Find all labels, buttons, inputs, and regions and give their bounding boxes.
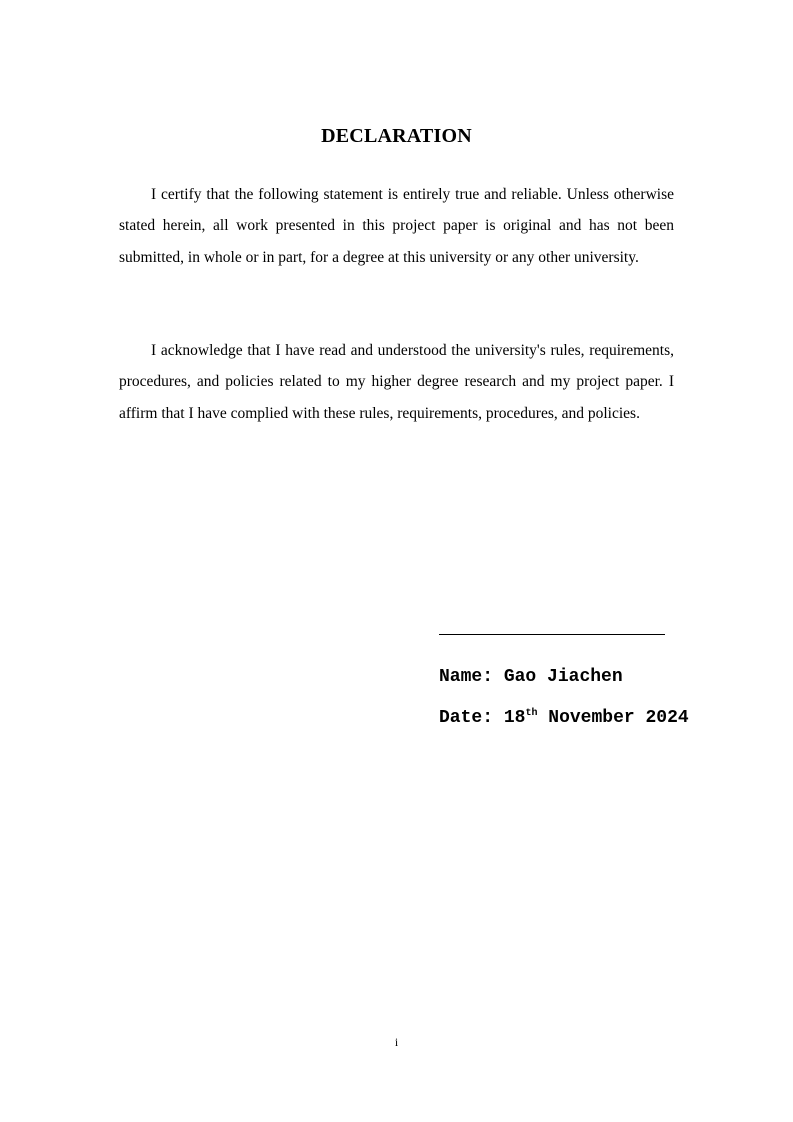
name-value: Gao Jiachen bbox=[503, 667, 623, 687]
declaration-paragraph-1: I certify that the following statement is entirely true and reliable. Unless otherwise stated herein, all work presented in this project paper is original and has not been submitted, in whole or in part, for a degree at this university or any other university. bbox=[119, 186, 674, 266]
date-day: 18 bbox=[503, 708, 526, 728]
page-title: DECLARATION bbox=[321, 125, 472, 147]
date-ordinal-suffix: th bbox=[525, 708, 538, 719]
declaration-paragraph-2: I acknowledge that I have read and understood the university's rules, requirements, procedures, and policies related to my higher degree research and my project paper. I affirm that I have complied with these rules, requirements, procedures, and policies. bbox=[119, 342, 674, 422]
signature-line bbox=[439, 634, 665, 635]
date-label: Date: bbox=[439, 708, 494, 728]
signature-date bbox=[439, 708, 689, 728]
date-rest: November 2024 bbox=[548, 708, 689, 728]
page-number: i bbox=[394, 1035, 399, 1049]
name-label: Name: bbox=[439, 667, 494, 687]
signature-name bbox=[439, 667, 623, 687]
